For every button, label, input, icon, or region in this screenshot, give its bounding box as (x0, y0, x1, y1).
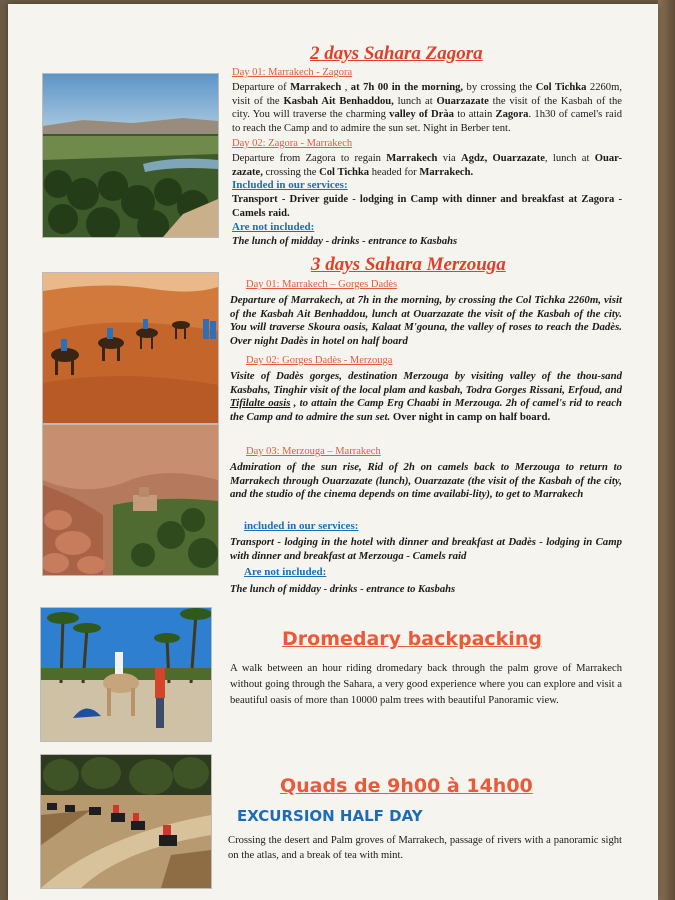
merzouga-title: 3 days Sahara Merzouga (311, 254, 506, 275)
zagora-not-included-label: Are not included: (232, 221, 315, 233)
zagora-day2-title: Day 02: Zagora - Marrakech (232, 138, 353, 149)
dromedary-title: Dromedary backpacking (282, 628, 542, 650)
merzouga-day2-title: Day 02: Gorges Dadès - Merzouga (246, 355, 393, 366)
merzouga-included-label: included in our services: (244, 520, 359, 532)
board-edge (658, 0, 675, 900)
zagora-included-text: Transport - Driver guide - lodging in Camp with dinner and breakfast at Zagora - Camels raid. (232, 194, 622, 219)
merzouga-day3-title: Day 03: Merzouga – Marrakech (246, 446, 381, 457)
photo-dades-gorges (42, 424, 219, 576)
merzouga-day2-text: Visite of Dadès gorges, destination Merzouga by visiting valley of the thou-sand Kasbahs, Tinghir visit of the local plam and kasbah, Todra Gorges Rissani, Erfoud, and Tifilalte oasis , to attain the Camp Erg Chaabi in Merzouga. 2h of camel's rid to reach the Camp and to admire the sun set. Over night in camp on half board. (230, 370, 622, 423)
merzouga-day3-text: Admiration of the sun rise, Rid of 2h on camels back to Merzouga to return to Marrakech through Ouarzazate (lunch), Ouarzazate (the visit of the Kasbah of the city, and the studio of the cinema depends on time availabi-lity), to get to Marrakech (230, 461, 622, 501)
photo-quad-excursion (40, 754, 212, 889)
quads-subtitle: EXCURSION HALF DAY (237, 807, 423, 825)
zagora-not-included-text: The lunch of midday - drinks - entrance to Kasbahs (232, 236, 458, 247)
dromedary-text: A walk between an hour riding dromedary back through the palm grove of Marrakech without going through the Sahara, a very good experience where you can explore and visit a beautiful oasis of more than 10000 palm trees with beautiful Panoramic view. (230, 663, 622, 706)
photo-dromedary-palmgrove (40, 607, 212, 742)
merzouga-not-included-label: Are not included: (244, 566, 327, 578)
quads-text: Crossing the desert and Palm groves of Marrakech, passage of rivers with a panoramic sight on the atlas, and a break of tea with mint. (228, 835, 622, 861)
zagora-day1-title: Day 01: Marrakech - Zagora (232, 67, 353, 78)
quads-title: Quads de 9h00 à 14h00 (280, 775, 533, 797)
zagora-day2-text: Departure from Zagora to regain Marrakech via Agdz, Ouarzazate, lunch at Ouar-zazate, crossing the Col Tichka headed for Marrakech. (232, 153, 622, 178)
photo-camel-caravan (42, 272, 219, 424)
merzouga-included-text: Transport - lodging in the hotel with dinner and breakfast at Dadès - lodging in Camp with dinner and breakfast at Merzouga - Camels raid (230, 536, 622, 562)
merzouga-not-included-text: The lunch of midday - drinks - entrance to Kasbahs (230, 584, 456, 595)
zagora-title: 2 days Sahara Zagora (310, 43, 483, 64)
merzouga-day1-text: Departure of Marrakech, at 7h in the morning, by crossing the Col Tichka 2260m, visit of the Kasbah Ait Benhaddou, lunch at Ouarzazate the visit of the Kasbah of the city. You will traverse Skoura oasis, Kalaat M'gouna, the valley of roses to reach the Dadès. Over night Dadès in hotel on half board (230, 294, 622, 347)
photo-zagora-valley (42, 73, 219, 238)
merzouga-day1-title: Day 01: Marrakech – Gorges Dadès (246, 279, 398, 290)
brochure-page (8, 4, 658, 900)
zagora-day1-text: Departure of Marrakech , at 7h 00 in the morning, by crossing the Col Tichka 2260m, visit of the Kasbah Ait Benhaddou, lunch at Ouarzazate the visit of the Kasbah of the city. You will traverse the charming valley of Dràa to attain Zagora. 1h30 of camel's raid to reach the Camp and to admire the sun set. Night in Berber tent. (232, 82, 622, 134)
zagora-included-label: Included in our services: (232, 179, 348, 191)
